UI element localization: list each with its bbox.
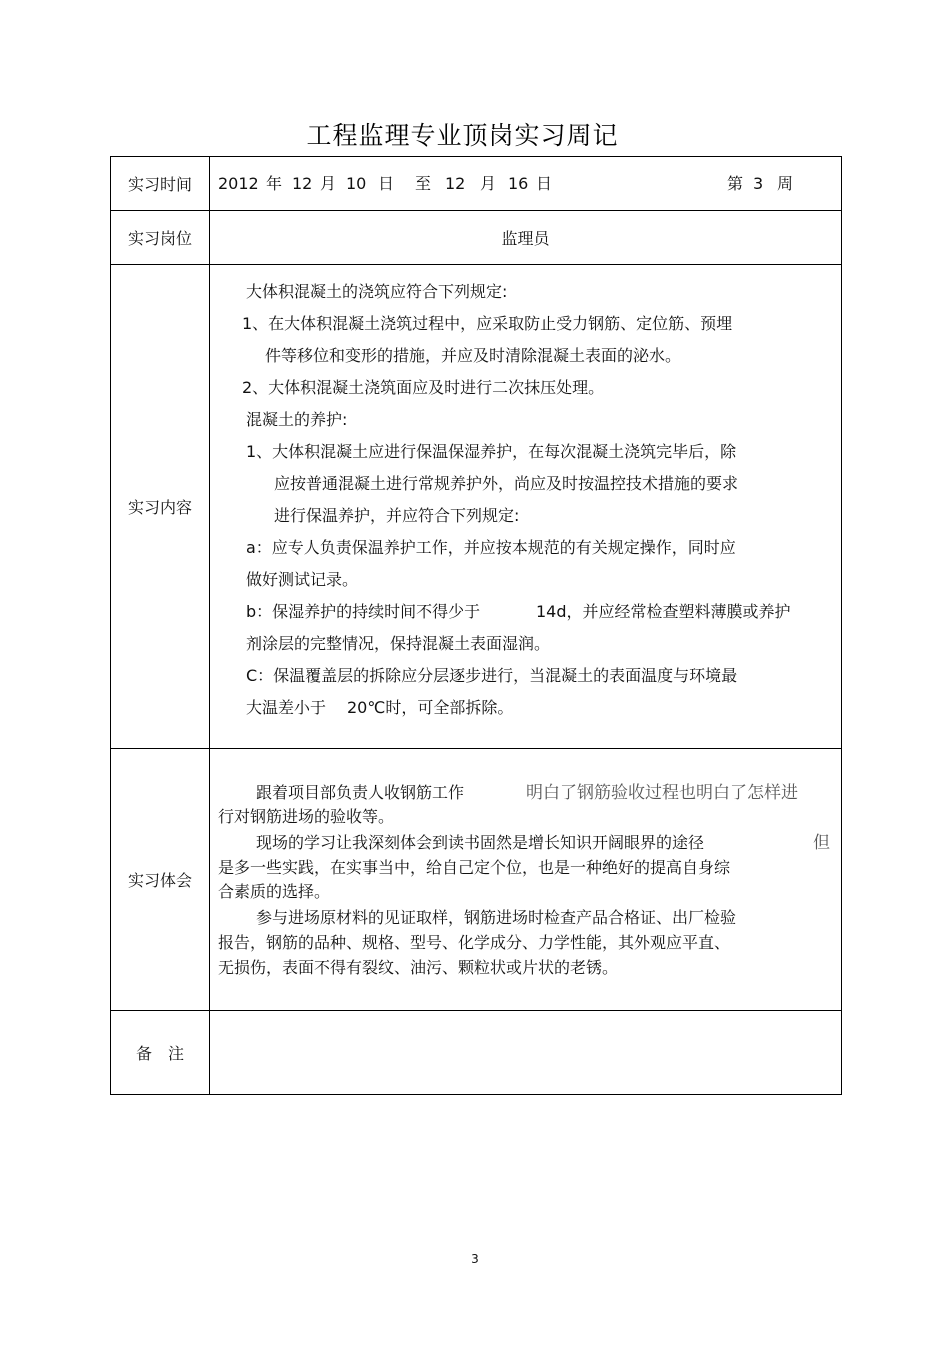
experience-line: 现场的学习让我深刻体会到读书固然是增长知识开阔眼界的途径 [256,833,705,852]
row-internship-time [111,157,842,211]
time-year: 2012 [218,174,259,193]
internship-position-value: 监理员 [210,211,842,265]
time-end-day: 16 [508,174,529,193]
row-remarks [111,1011,842,1095]
week-number: 3 [753,174,764,193]
experience-line: 是多一些实践，在实事当中，给自己定个位，也是一种绝好的提高自身综 [218,858,731,877]
experience-line: 无损伤，表面不得有裂纹、油污、颗粒状或片状的老锈。 [218,958,619,977]
week-suffix: 周 [777,174,794,193]
content-line: 进行保温养护，并应符合下列规定: [274,506,520,525]
time-year-unit: 年 [266,174,283,193]
content-line: 20℃时，可全部拆除。 [347,698,514,717]
experience-line: 参与进场原材料的见证取样，钢筋进场时检查产品合格证、出厂检验 [256,908,737,927]
time-day-unit: 日 [378,174,395,193]
time-start-month: 12 [292,174,313,193]
content-line: 2、大体积混凝土浇筑面应及时进行二次抹压处理。 [242,378,605,397]
page-number: 3 [471,1252,479,1266]
label-internship-time: 实习时间 [111,157,210,211]
time-to: 至 [415,174,432,193]
internship-time-value [210,157,842,211]
experience-line: 但 [813,833,830,853]
time-end-month: 12 [445,174,466,193]
content-line: 做好测试记录。 [246,570,359,589]
label-remarks: 备 注 [111,1011,210,1095]
content-line: 剂涂层的完整情况，保持混凝土表面湿润。 [246,634,551,653]
content-line: 混凝土的养护: [246,410,348,429]
experience-line: 跟着项目部负责人收钢筋工作 [256,783,465,802]
content-line: b：保湿养护的持续时间不得少于 [246,602,481,621]
experience-line: 明白了钢筋验收过程也明白了怎样进 [526,783,798,803]
content-line: 1、大体积混凝土应进行保温保湿养护，在每次混凝土浇筑完毕后，除 [246,442,737,461]
label-internship-content: 实习内容 [111,265,210,749]
week-prefix: 第 [727,174,744,193]
time-end-month-unit: 月 [480,174,497,193]
row-internship-content [111,265,842,749]
row-internship-experience [111,749,842,1011]
internship-experience-value [210,749,842,1011]
label-internship-position: 实习岗位 [111,211,210,265]
content-line: 件等移位和变形的措施，并应及时清除混凝土表面的泌水。 [265,346,682,365]
content-line: a：应专人负责保温养护工作，并应按本规范的有关规定操作，同时应 [246,538,736,557]
content-line: 应按普通混凝土进行常规养护外，尚应及时按温控技术措施的要求 [274,474,739,493]
content-line: 14d，并应经常检查塑料薄膜或养护 [536,602,791,621]
experience-line: 合素质的选择。 [218,882,331,901]
content-line: 大温差小于 [246,698,327,717]
experience-line: 行对钢筋进场的验收等。 [218,807,395,826]
content-line: 大体积混凝土的浇筑应符合下列规定: [246,282,508,301]
weekly-report-table [110,156,842,1095]
remarks-value [210,1011,842,1095]
document-title: 工程监理专业顶岗实习周记 [306,121,619,150]
row-internship-position [111,211,842,265]
content-line: C：保温覆盖层的拆除应分层逐步进行，当混凝土的表面温度与环境最 [246,666,738,685]
content-line: 1、在大体积混凝土浇筑过程中，应采取防止受力钢筋、定位筋、预埋 [242,314,733,333]
time-start-day: 10 [346,174,367,193]
time-end-day-unit: 日 [536,174,553,193]
experience-line: 报告，钢筋的品种、规格、型号、化学成分、力学性能，其外观应平直、 [218,933,731,952]
time-month-unit: 月 [320,174,337,193]
label-internship-experience: 实习体会 [111,749,210,1011]
internship-content-value [210,265,842,749]
